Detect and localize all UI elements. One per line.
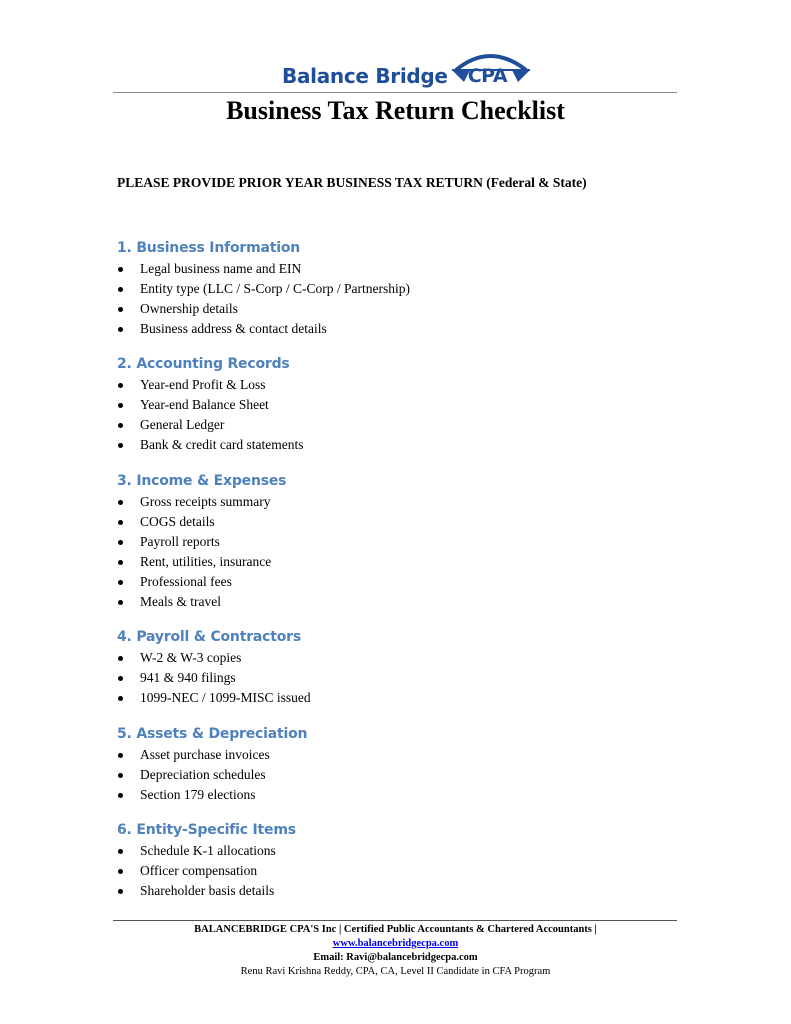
item-text: Professional fees [140,574,232,589]
item-text: Business address & contact details [140,321,327,336]
list-item [117,395,303,415]
list-item [117,512,286,532]
list-item [117,592,286,612]
bullet-icon [118,267,123,272]
list-item [117,765,307,785]
section-income-expenses [117,472,286,612]
checklist [117,841,296,901]
footer-email: Email: Ravi@balancebridgecpa.com [313,952,478,963]
list-item [117,881,296,901]
item-text: Asset purchase invoices [140,747,270,762]
logo-brand-text: Balance Bridge [282,64,448,88]
bullet-icon [118,423,123,428]
bullet-icon [118,676,123,681]
bullet-icon [118,889,123,894]
header-divider [113,92,677,93]
list-item [117,745,307,765]
section-entity-specific-items [117,821,296,901]
footer-company-line: BALANCEBRIDGE CPA'S Inc | Certified Public Accountants & Chartered Accountants | [194,924,597,935]
list-item [117,279,410,299]
list-item [117,668,311,688]
bullet-icon [118,773,123,778]
section-heading: 2. Accounting Records [117,356,290,372]
footer-divider [113,920,677,921]
checklist [117,648,311,708]
bullet-icon [118,383,123,388]
list-item [117,841,296,861]
bullet-icon [118,327,123,332]
list-item [117,435,303,455]
list-item [117,299,410,319]
item-text: Depreciation schedules [140,767,266,782]
item-text: Meals & travel [140,594,221,609]
bridge-arch-icon [450,48,532,90]
item-text: Gross receipts summary [140,494,271,509]
checklist [117,492,286,612]
bullet-icon [118,403,123,408]
section-heading: 4. Payroll & Contractors [117,629,301,645]
list-item [117,785,307,805]
item-text: 1099-NEC / 1099-MISC issued [140,690,311,705]
bullet-icon [118,849,123,854]
list-item [117,492,286,512]
bullet-icon [118,443,123,448]
list-item [117,648,311,668]
bullet-icon [118,600,123,605]
section-heading: 1. Business Information [117,240,301,256]
footer-credentials: Renu Ravi Krishna Reddy, CPA, CA, Level II Candidate in CFA Program [240,966,551,977]
section-heading: 3. Income & Expenses [117,473,287,489]
bullet-icon [118,793,123,798]
item-text: Officer compensation [140,863,258,878]
list-item [117,572,286,592]
checklist [117,375,303,455]
list-item [117,552,286,572]
bullet-icon [118,307,123,312]
item-text: Payroll reports [140,534,220,549]
item-text: 941 & 940 filings [140,670,236,685]
item-text: Legal business name and EIN [140,261,302,276]
item-text: Shareholder basis details [140,883,275,898]
item-text: W-2 & W-3 copies [140,650,242,665]
logo-cpa-text: CPA [467,65,508,87]
list-item [117,375,303,395]
item-text: Year-end Profit & Loss [140,377,266,392]
item-text: Ownership details [140,301,238,316]
checklist [117,745,307,805]
bullet-icon [118,540,123,545]
list-item [117,259,410,279]
bullet-icon [118,560,123,565]
bullet-icon [118,696,123,701]
checklist [117,259,410,339]
prior-year-notice: PLEASE PROVIDE PRIOR YEAR BUSINESS TAX RETURN (Federal & State) [117,175,587,190]
item-text: Section 179 elections [140,787,256,802]
section-heading: 5. Assets & Depreciation [117,726,308,742]
item-text: Year-end Balance Sheet [140,397,269,412]
bullet-icon [118,500,123,505]
bullet-icon [118,869,123,874]
item-text: Rent, utilities, insurance [140,554,272,569]
item-text: COGS details [140,514,215,529]
list-item [117,532,286,552]
bullet-icon [118,580,123,585]
company-logo [282,48,532,90]
list-item [117,688,311,708]
page-footer [0,923,791,979]
item-text: General Ledger [140,417,225,432]
item-text: Entity type (LLC / S-Corp / C-Corp / Partnership) [140,281,410,296]
section-business-information [117,239,410,339]
website-link[interactable]: www.balancebridgecpa.com [332,938,459,949]
section-heading: 6. Entity-Specific Items [117,822,296,838]
bullet-icon [118,287,123,292]
list-item [117,319,410,339]
page-title: Business Tax Return Checklist [226,96,565,125]
section-payroll-contractors [117,628,311,708]
section-accounting-records [117,355,303,455]
item-text: Bank & credit card statements [140,437,304,452]
section-assets-depreciation [117,725,307,805]
bullet-icon [118,656,123,661]
item-text: Schedule K-1 allocations [140,843,276,858]
bullet-icon [118,753,123,758]
bullet-icon [118,520,123,525]
list-item [117,415,303,435]
list-item [117,861,296,881]
